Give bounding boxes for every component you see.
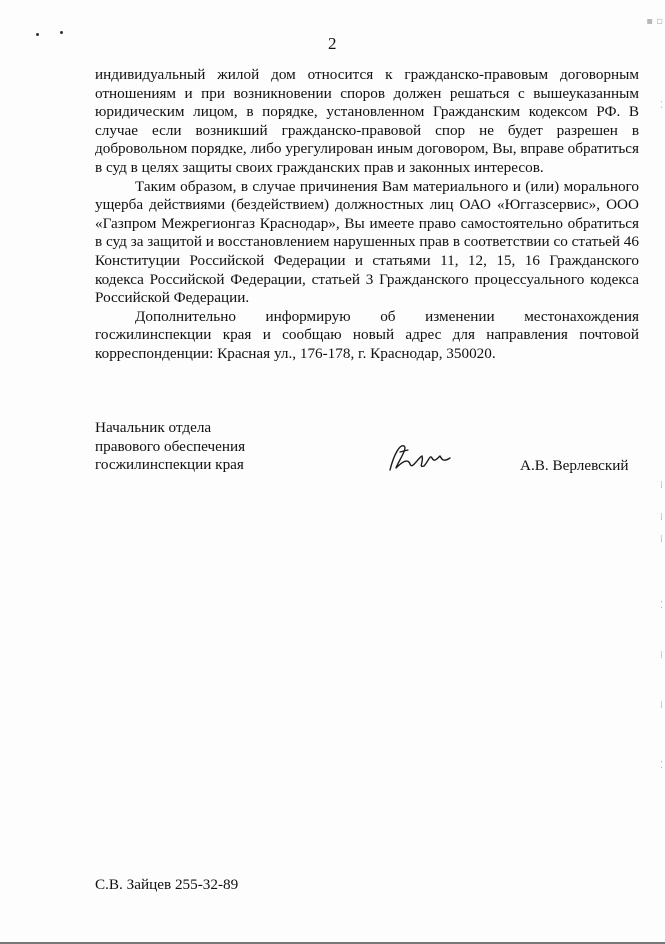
handwritten-signature xyxy=(384,440,454,476)
executor-contact: С.В. Зайцев 255-32-89 xyxy=(95,876,239,893)
signer-name: А.В. Верлевский xyxy=(520,457,629,474)
page-number: 2 xyxy=(328,34,337,53)
signature-title-line: госжилинспекции края xyxy=(95,456,244,474)
paragraph-damages: Таким образом, в случае причинения Вам материального и (или) морального ущерба действиями (бездействием) должностных лиц ОАО «Юггазсервис», ООО «Газпром Межрегионгаз Краснодар», Вы имеете право самостоятельно обратиться в суд за защитой и восстановлением нарушенных прав в соответствии со статьей 46 Конституции Российской Федерации и статьями 11, 12, 15, 16 Гражданского кодекса Российской Федерации, статьей 3 Гражданского процессуального кодекса Российской Федерации. xyxy=(95,177,639,307)
scan-speck xyxy=(60,31,63,34)
paragraph-continuation: индивидуальный жилой дом относится к гражданско-правовым договорным отношениям и при возникновении споров должен решаться с вышеуказанным юридическим лицом, в порядке, установленном Гражданским кодексом РФ. В случае если возникший гражданско-правовой спор не будет разрешен в добровольном порядке, либо урегулирован иным договором, Вы, вправе обратиться в суд в целях защиты своих гражданских прав и законных интересов. xyxy=(95,66,639,176)
scan-speck xyxy=(36,33,39,36)
signature-title xyxy=(95,419,245,475)
letter-body xyxy=(95,66,639,364)
signature-title-line: правового обеспечения xyxy=(95,437,246,455)
paragraph-new-address: Дополнительно информирую об изменении местонахождения госжилинспекции края и сообщаю новый адрес для направления почтовой корреспонденции: Красная ул., 176-178, г. Краснодар, 350020. xyxy=(95,307,639,362)
signature-title-line: Начальник отдела xyxy=(95,419,212,436)
scan-bleed-through: ▪ ▫ ⁚ ⁞ ⁞ ⁞ ⁚ ⁞ ⁞ ⁚ xyxy=(646,16,663,771)
